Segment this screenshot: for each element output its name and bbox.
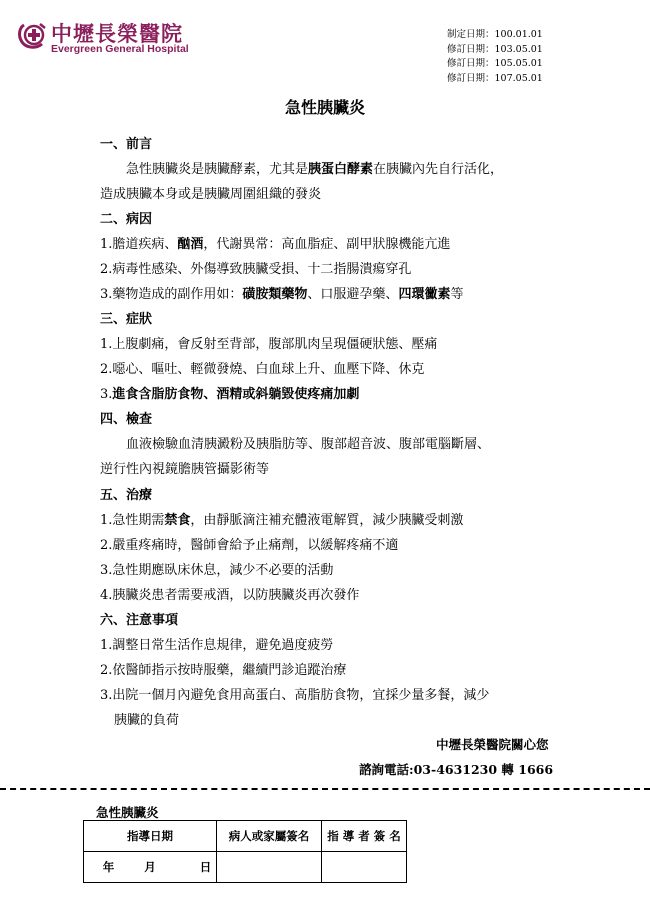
date-field[interactable] — [84, 852, 217, 883]
paragraph-line: 逆行性內視鏡膽胰管攝影術等 — [100, 462, 270, 477]
section-heading-exams: 四、檢查 — [100, 412, 153, 427]
paragraph-line: 造成胰臟本身或是胰臟周圍組織的發炎 — [100, 187, 322, 202]
section-heading-causes: 二、病因 — [100, 212, 153, 227]
cut-line-divider — [0, 788, 650, 790]
emphasis-text: 胰蛋白酵素 — [308, 162, 374, 177]
emphasis-text: 禁食 — [164, 513, 191, 528]
instructor-signature-field[interactable] — [322, 852, 407, 883]
day-label: 日 — [199, 860, 212, 874]
list-item: 4.胰臟炎患者需要戒酒，以防胰臟炎再次發作 — [100, 588, 360, 603]
emphasis-text: 酗酒 — [177, 237, 204, 252]
month-label: 月 — [144, 860, 156, 874]
column-header-date: 指導日期 — [84, 821, 217, 852]
list-item: 3.出院一個月內避免食用高蛋白、高脂肪食物，宜採少量多餐，減少 — [100, 688, 490, 703]
list-item: 2.嚴重疼痛時，醫師會給予止痛劑，以緩解疼痛不適 — [100, 538, 399, 553]
logo-text-english: Evergreen General Hospital — [51, 43, 189, 55]
emphasis-text: 進食含脂肪食物、酒精或斜躺毀使疼痛加劇 — [112, 387, 360, 402]
paragraph-line: 急性胰臟炎是胰臟酵素，尤其是胰蛋白酵素在胰臟內先自行活化， — [126, 162, 504, 177]
emphasis-text: 磺胺類藥物 — [242, 287, 308, 302]
list-item: 3.進食含脂肪食物、酒精或斜躺毀使疼痛加劇 — [100, 387, 360, 402]
list-item: 2.病毒性感染、外傷導致胰臟受損、十二指腸潰瘍穿孔 — [100, 262, 412, 277]
revision-date: 修訂日期：107.05.01 — [447, 72, 543, 84]
consultation-phone: 諮詢電話:03-4631230 轉 1666 — [359, 762, 554, 777]
table-row — [84, 852, 407, 883]
list-item: 3.藥物造成的副作用如：磺胺類藥物、口服避孕藥、四環黴素等 — [100, 287, 464, 302]
revision-date: 修訂日期：105.05.01 — [447, 58, 543, 69]
hospital-care-note: 中壢長榮醫院關心您 — [436, 737, 549, 752]
list-item-continuation: 胰臟的負荷 — [114, 713, 180, 728]
logo-text-chinese: 中壢長榮醫院 — [51, 22, 183, 46]
list-item: 2.噁心、嘔吐、輕微發燒、白血球上升、血壓下降、休克 — [100, 362, 425, 377]
section-heading-symptoms: 三、症狀 — [100, 312, 153, 327]
list-item: 1.上腹劇痛，會反射至背部，腹部肌肉呈現僵硬狀態、壓痛 — [100, 337, 438, 352]
document-title: 急性胰臟炎 — [284, 98, 365, 117]
column-header-patient-signature: 病人或家屬簽名 — [217, 821, 322, 852]
section-heading-intro: 一、前言 — [100, 137, 153, 152]
paragraph-line: 血液檢驗血清胰澱粉及胰脂肪等、腹部超音波、腹部電腦斷層、 — [126, 437, 491, 452]
signature-table — [83, 820, 407, 883]
emphasis-text: 四環黴素 — [398, 287, 451, 302]
section-heading-treatment: 五、治療 — [100, 488, 153, 503]
hospital-cross-logo-icon — [16, 19, 48, 51]
list-item: 3.急性期應臥床休息，減少不必要的活動 — [100, 563, 334, 578]
column-header-instructor-signature: 指 導 者 簽 名 — [322, 821, 407, 852]
established-date: 制定日期：100.01.01 — [447, 29, 543, 40]
form-title: 急性胰臟炎 — [96, 805, 159, 820]
list-item: 1.急性期需禁食，由靜脈滴注補充體液電解質，減少胰臟受刺激 — [100, 513, 464, 528]
list-item: 1.調整日常生活作息規律，避免過度疲勞 — [100, 638, 334, 653]
section-heading-notes: 六、注意事項 — [100, 613, 179, 628]
revision-dates — [447, 28, 543, 86]
hospital-logo — [16, 18, 206, 58]
patient-signature-field[interactable] — [217, 852, 322, 883]
revision-date: 修訂日期：103.05.01 — [447, 43, 543, 55]
list-item: 1.膽道疾病、酗酒，代謝異常：高血脂症、副甲狀腺機能亢進 — [100, 237, 451, 252]
table-row — [84, 821, 407, 852]
list-item: 2.依醫師指示按時服藥，繼續門診追蹤治療 — [100, 663, 347, 678]
year-label: 年 — [102, 860, 115, 874]
